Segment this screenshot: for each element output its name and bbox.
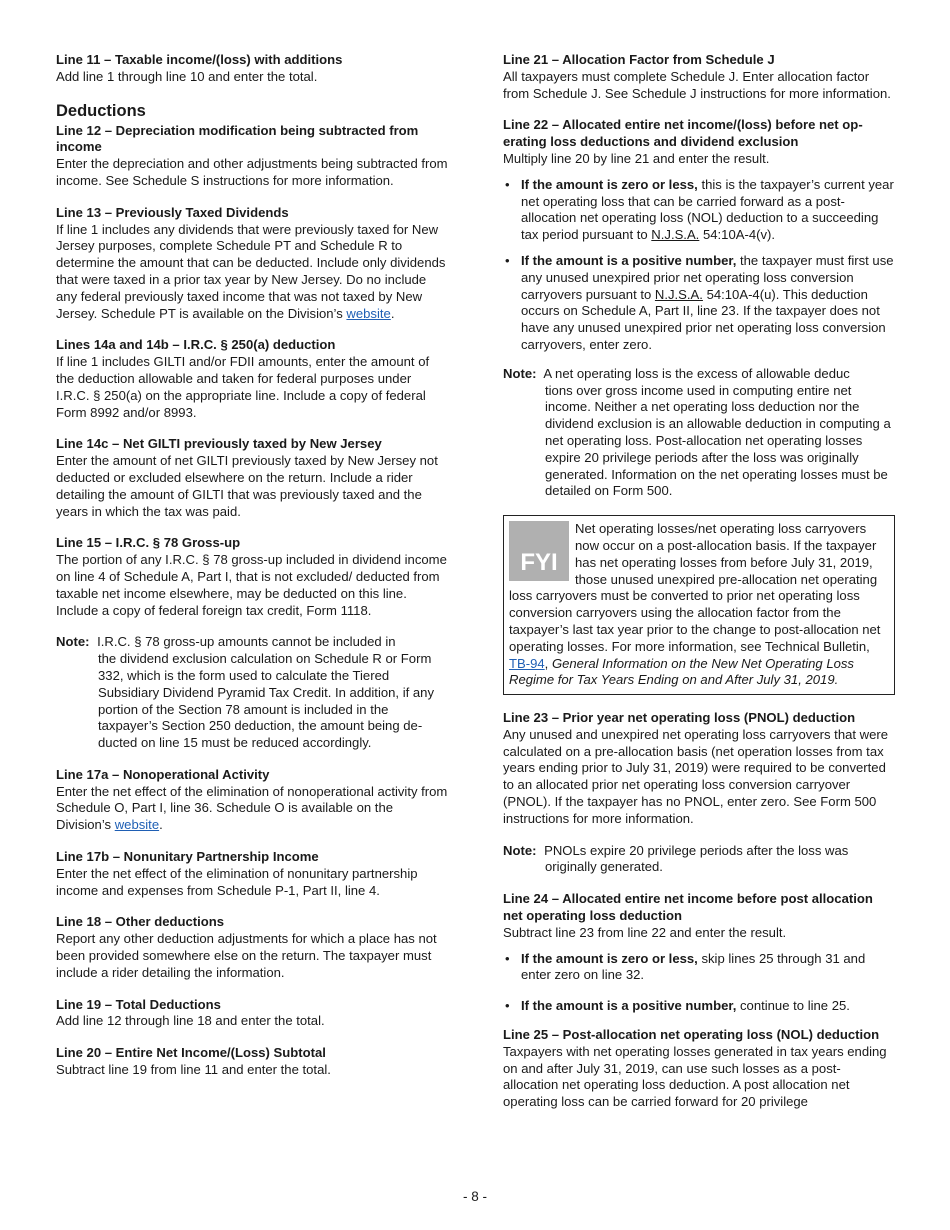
bullet-icon: • [505,252,510,268]
line-14c-section [56,436,448,520]
line-21-section [503,52,895,102]
line-24-heading: Line 24 – Allocated entire net income before post allocation net operating loss deduction [503,891,873,924]
fyi-body: Net operating losses/net operating loss carryovers now occur on a post-allocation basis. If the taxpayer has net operating losses from before July 31, 2019, those unused unexpired pre-allocation net operating loss carryovers must be converted to prior net operating loss conversion carryovers using the allocation factor from the taxpayer’s last tax year prior to the change to post-allocation net operating losses. For more information, see Technical Bulletin, [509,521,881,654]
line-15-heading: Line 15 – I.R.C. § 78 Gross-up [56,535,241,551]
bullet-icon: • [505,998,510,1014]
line-17a-text: Enter the net effect of the elimination of nonoperational activity from Schedule O, Part I, line 36. Schedule O is available on the Division’s [56,783,448,833]
line-17a-period: . [159,817,163,833]
bullet-icon: • [505,950,510,966]
note-label: Note: [56,634,90,650]
line-23-section [503,710,895,828]
line-22-section [503,117,895,353]
left-column [56,52,448,1094]
line-20-section [56,1045,448,1079]
line-24-section [503,891,895,1015]
line-12-section [56,123,448,190]
njsa-citation: N.J.S.A. [651,227,700,243]
line-24-body: Subtract line 23 from line 22 and enter the result. [503,924,787,940]
line-13-text: If line 1 includes any dividends that were previously taxed for New Jersey purposes, complete Schedule PT and Schedule R to determine the amount that can be deducted. Include only dividends that were taxed in a prior tax year by New Jersey. Do no include any federal previously taxed income that was not taxed by New Jersey. Schedule PT is available on the Division’s [56,221,446,321]
right-column [503,52,895,1126]
line-11-heading: Line 11 – Taxable income/(loss) with additions [56,52,343,67]
njsa-citation: N.J.S.A. [654,286,703,302]
note-label: Note: [503,365,537,381]
fyi-icon [509,521,569,581]
website-link[interactable]: website [346,305,391,321]
fyi-icon-graphic [509,521,569,581]
fyi-bulletin-title: General Information on the New Net Operating Loss Regime for Tax Years Ending on and After July 31, 2019. [509,655,854,688]
line-21-body: All taxpayers must complete Schedule J. Enter allocation factor from Schedule J. See Schedule J instructions for more information. [503,68,891,101]
line-25-heading: Line 25 – Post-allocation net operating loss (NOL) deduction [503,1027,880,1043]
line-14ab-section [56,337,448,421]
line-11-body: Add line 1 through line 10 and enter the total. [56,68,318,84]
line-22-body: Multiply line 20 by line 21 and enter the result. [503,150,770,166]
line-19-heading: Line 19 – Total Deductions [56,996,221,1012]
line-22-heading: Line 22 – Allocated entire net income/(loss) before net operating loss deductions and dividend exclusion [503,117,863,150]
line-14ab-body: If line 1 includes GILTI and/or FDII amounts, enter the amount of the deduction allowable and taken for federal purposes under I.R.C. § 250(a) on the appropriate line. Include a copy of federal Form 8992 and/or 8993. [56,354,430,420]
line-15-note [56,634,448,752]
line-22-bullets [503,177,895,354]
line-22-note [503,366,895,500]
list-item: • If the amount is a positive number, the taxpayer must first use any unused unexpired prior net operating loss conversion carryovers pursuant to N.J.S.A. 54:10A-4(u). This deduction occurs on Schedule A, Part II, line 23. If the taxpayer does not have any unused unexpired prior net operating loss conversion carryovers, enter zero. [505,252,894,352]
line-24-bullets [503,951,895,1015]
line-12-heading: Line 12 – Depreciation modification being subtracted from income [56,122,419,155]
line-13-body [56,222,448,323]
line-17a-section [56,767,448,834]
list-item: • If the amount is a positive number, continue to line 25. [505,998,850,1014]
line-14ab-heading: Lines 14a and 14b – I.R.C. § 250(a) deduction [56,337,336,353]
line-25-body: Taxpayers with net operating losses generated in tax years ending on and after July 31, 2019, can use such losses as a post-allocation net operating loss deduction. A post allocation net operating loss can be carried forward for 20 privilege [503,1043,887,1110]
line-23-note [503,843,895,877]
line-15-note-first: I.R.C. § 78 gross-up amounts cannot be included in [97,634,396,650]
line-23-heading: Line 23 – Prior year net operating loss (PNOL) deduction [503,710,856,726]
line-15-section [56,535,448,619]
line-17b-heading: Line 17b – Nonunitary Partnership Income [56,849,319,865]
tb-94-link[interactable]: TB-94 [509,655,545,671]
list-item: • If the amount is zero or less, skip lines 25 through 31 and enter zero on line 32. [505,950,866,983]
fyi-icon-label: FYI [520,549,558,577]
line-17a-heading: Line 17a – Nonoperational Activity [56,766,270,782]
line-11-section [56,52,448,86]
line-22-note-first: A net operating loss is the excess of allowable deduc [543,365,850,381]
deductions-heading: Deductions [56,101,146,120]
line-13-section [56,205,448,323]
line-14c-body: Enter the amount of net GILTI previously taxed by New Jersey not deducted or excluded elsewhere on the return. Include a rider detailing the amount of GILTI that was previously taxed and the years in which the tax was paid. [56,453,438,519]
line-19-section [56,997,448,1031]
line-25-section [503,1027,895,1111]
line-13-heading: Line 13 – Previously Taxed Dividends [56,204,289,220]
line-17b-body: Enter the net effect of the elimination of nonunitary partnership income and expenses from Schedule P-1, Part II, line 4. [56,865,418,898]
line-23-note-rest: originally generated. [545,859,663,875]
line-23-note-first: PNOLs expire 20 privilege periods after the loss was [544,842,849,858]
line-14c-heading: Line 14c – Net GILTI previously taxed by New Jersey [56,436,382,452]
line-18-section [56,914,448,981]
note-label: Note: [503,842,537,858]
website-link[interactable]: website [114,817,160,833]
line-18-heading: Line 18 – Other deductions [56,914,225,930]
fyi-box: FYI Net operating losses/net operating loss carryovers now occur on a post-allocation basis. If the taxpayer has net operating losses from before July 31, 2019, those unused unexpired pre-allocation net operating loss carryovers must be converted to prior net operating loss conversion carryovers using the allocation factor from the taxpayer’s last tax year prior to the change to post-allocation net operating losses. For more information, see Technical Bulletin, TB-94, General Information on the New Net Operating Loss Regime for Tax Years Ending on and After July 31, 2019. [503,515,895,695]
line-21-heading: Line 21 – Allocation Factor from Schedule J [503,52,775,67]
line-20-body: Subtract line 19 from line 11 and enter the total. [56,1062,331,1078]
line-15-body: The portion of any I.R.C. § 78 gross-up included in dividend income on line 4 of Schedule A, Part I, that is not excluded/ deducted from taxable net income elsewhere, may be deducted on this line. Include a copy of federal foreign tax credit, Form 1118. [56,552,447,618]
line-20-heading: Line 20 – Entire Net Income/(Loss) Subtotal [56,1045,326,1061]
page-number: - 8 - [462,1189,487,1204]
line-12-body: Enter the depreciation and other adjustments being subtracted from income. See Schedule S instructions for more information. [56,156,448,188]
list-item: • If the amount is zero or less, this is the taxpayer’s current year net operating loss that can be carried forward as a post-allocation net operating loss (NOL) deduction to a succeeding tax period pursuant to N.J.S.A. 54:10A-4(v). [505,176,894,243]
line-19-body: Add line 12 through line 18 and enter the total. [56,1013,325,1029]
bullet-icon: • [505,176,510,192]
line-23-body: Any unused and unexpired net operating loss carryovers that were calculated on a pre-allocation basis (net operation losses from tax years ending prior to July 31, 2019) were required to be converted to an allocated prior net operating loss conversion carryover (PNOL). If the taxpayer has no PNOL, enter zero. See Form 500 instructions for more information. [503,726,889,826]
line-17b-section [56,849,448,899]
line-18-body: Report any other deduction adjustments for which a place has not been provided somewhere else on the return. The taxpayer must include a rider detailing the information. [56,931,437,980]
line-17a-body [56,784,448,834]
line-15-note-rest: the dividend exclusion calculation on Schedule R or Form 332, which is the form used to calculate the Tiered Subsidiary Dividend Pyramid Tax Credit. In addition, if any portion of the Section 78 amount is included in the taxpayer’s Section 250 deduction, the amount being deducted on line 15 must be reduced accordingly. [98,651,434,751]
line-22-note-rest: tions over gross income used in computing entire net income. Neither a net operating loss deduction nor the dividend exclusion is an allowable deduction in computing a net operating loss. Post-allocation net operating losses expire 20 privilege periods after the loss was originally generated. Information on the net operating losses must be detailed on Form 500. [545,382,891,499]
line-13-period: . [390,305,395,321]
